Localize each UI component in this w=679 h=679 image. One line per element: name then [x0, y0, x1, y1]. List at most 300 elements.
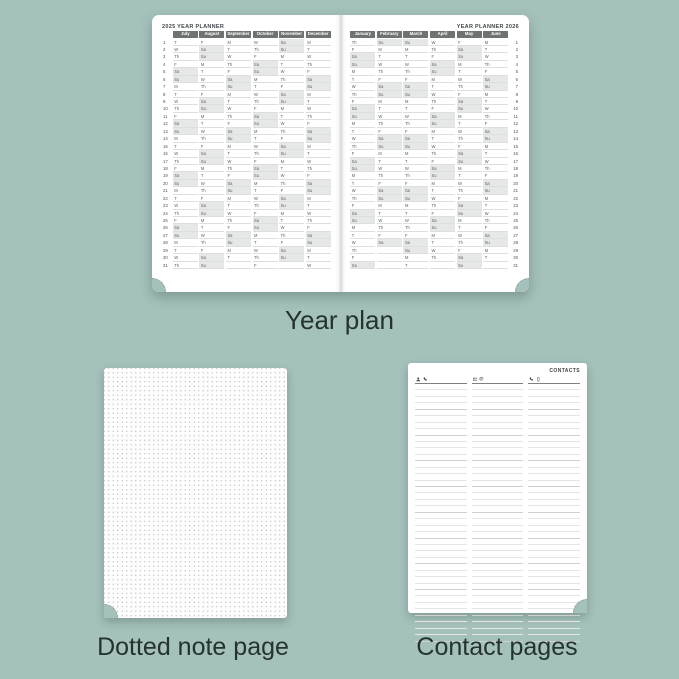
day-cell: W	[253, 39, 278, 46]
day-cell: M	[430, 180, 455, 187]
month-pill: October	[253, 31, 278, 38]
day-cell: W	[430, 247, 455, 254]
planner-row	[350, 202, 520, 209]
month-pill: November	[281, 31, 303, 36]
day-cell: W	[199, 232, 224, 239]
day-cell: Th	[377, 120, 402, 127]
day-cell: W	[199, 128, 224, 135]
day-cell: T	[306, 254, 331, 261]
month-pill: July	[173, 31, 198, 38]
day-cell: Sa	[430, 217, 455, 224]
day-cell: F	[253, 262, 278, 269]
day-cell: Sa	[483, 128, 508, 135]
day-cell: T	[350, 76, 375, 83]
caption-dotted-note-page: Dotted note page	[97, 633, 289, 661]
day-cell: Th	[350, 143, 375, 150]
day-cell: Th	[199, 135, 224, 142]
month-pill: February	[377, 31, 402, 38]
day-cell: W	[253, 195, 278, 202]
day-cell: W	[377, 113, 402, 120]
day-cell: Th	[306, 165, 331, 172]
planner-row	[350, 143, 520, 150]
planner-row	[350, 262, 520, 269]
day-cell: Su	[306, 83, 331, 90]
day-number: 20	[513, 180, 518, 186]
contacts-columns	[415, 376, 580, 642]
day-cell: W	[403, 165, 428, 172]
day-number: 8	[163, 91, 166, 97]
day-cell: F	[430, 53, 455, 60]
day-number: 7	[515, 84, 518, 90]
planner-row	[350, 83, 520, 90]
day-cell: Sa	[306, 128, 331, 135]
day-cell: Sa	[403, 83, 428, 90]
day-cell: Su	[350, 113, 375, 120]
day-number: 23	[513, 203, 518, 209]
day-cell: Th	[483, 217, 508, 224]
day-cell: M	[226, 247, 251, 254]
at-icon: @	[479, 376, 484, 382]
day-number: 27	[513, 232, 518, 238]
day-number: 13	[163, 128, 168, 134]
day-cell: F	[350, 202, 375, 209]
day-cell: Sa	[199, 46, 224, 53]
month-pill: December	[306, 31, 331, 38]
day-number: 31	[513, 262, 518, 268]
day-cell: T	[253, 83, 278, 90]
day-cell: T	[430, 83, 455, 90]
planner-row	[162, 39, 332, 46]
day-number: 10	[513, 106, 518, 112]
day-number: 2	[515, 46, 518, 52]
day-cell: W	[483, 105, 508, 112]
day-cell: M	[306, 247, 331, 254]
day-number: 13	[513, 128, 518, 134]
day-number: 1	[163, 39, 166, 45]
month-pill: September	[227, 31, 250, 36]
planner-row	[350, 210, 520, 217]
contacts-page	[408, 363, 587, 613]
day-cell: F	[279, 239, 304, 246]
planner-row	[350, 76, 520, 83]
day-number: 25	[163, 218, 168, 223]
day-number: 26	[163, 225, 168, 231]
day-cell: M	[279, 210, 304, 217]
planner-row	[162, 120, 332, 127]
day-number: 2	[163, 46, 166, 52]
day-cell: M	[350, 120, 375, 127]
day-cell: Su	[457, 53, 482, 60]
day-cell: M	[279, 158, 304, 165]
day-cell: F	[253, 158, 278, 165]
planner-row	[162, 254, 332, 261]
day-cell: T	[483, 254, 508, 261]
day-cell: F	[483, 68, 508, 75]
day-cell: Th	[377, 172, 402, 179]
planner-row	[350, 128, 520, 135]
day-cell: Sa	[173, 68, 198, 75]
day-cell: T	[173, 143, 198, 150]
day-cell: T	[457, 224, 482, 231]
day-number: 4	[163, 61, 166, 67]
planner-row	[162, 232, 332, 239]
day-cell: W	[173, 202, 198, 209]
day-cell: T	[199, 68, 224, 75]
day-number: 5	[163, 69, 166, 75]
planner-row	[162, 239, 332, 246]
day-number: 15	[163, 143, 168, 149]
day-cell: T	[226, 98, 251, 105]
day-cell: M	[226, 143, 251, 150]
day-number: 9	[163, 99, 166, 104]
day-number: 21	[513, 188, 518, 194]
month-pill: August	[199, 31, 224, 38]
day-cell: Th	[279, 76, 304, 83]
day-cell: F	[430, 210, 455, 217]
day-cell: Sa	[226, 232, 251, 239]
day-cell: Sa	[403, 135, 428, 142]
day-cell: F	[483, 172, 508, 179]
day-cell: Su	[226, 83, 251, 90]
day-cell: T	[279, 113, 304, 120]
day-cell: Th	[403, 68, 428, 75]
day-cell: W	[403, 217, 428, 224]
day-cell: F	[279, 83, 304, 90]
day-cell: F	[199, 195, 224, 202]
day-cell: Th	[226, 217, 251, 224]
day-cell: Th	[226, 165, 251, 172]
day-cell: W	[253, 91, 278, 98]
day-number: 26	[513, 225, 518, 231]
day-cell: W	[377, 165, 402, 172]
day-cell: Th	[253, 254, 278, 261]
contacts-column-header	[415, 376, 467, 384]
day-cell: T	[226, 202, 251, 209]
day-cell: Th	[279, 128, 304, 135]
day-cell: M	[226, 39, 251, 46]
day-cell: M	[457, 165, 482, 172]
day-cell	[377, 247, 402, 254]
day-cell: Su	[403, 39, 428, 46]
planner-row	[350, 232, 520, 239]
day-cell: T	[253, 187, 278, 194]
day-number: 17	[513, 158, 518, 164]
planner-row	[162, 210, 332, 217]
day-cell: Su	[403, 143, 428, 150]
day-cell: T	[350, 128, 375, 135]
day-cell: Sa	[199, 254, 224, 261]
contacts-title: CONTACTS	[549, 368, 580, 374]
day-cell: Th	[173, 210, 198, 217]
day-number: 25	[513, 218, 518, 223]
planner-row	[350, 217, 520, 224]
day-cell: F	[403, 76, 428, 83]
planner-row	[350, 46, 520, 53]
day-cell: F	[279, 135, 304, 142]
day-cell: M	[430, 232, 455, 239]
planner-month-header-row	[162, 31, 332, 38]
day-cell: M	[199, 165, 224, 172]
planner-row	[350, 158, 520, 165]
day-cell: T	[430, 135, 455, 142]
planner-row	[162, 172, 332, 179]
day-cell: Th	[306, 113, 331, 120]
day-cell: Th	[457, 83, 482, 90]
day-cell: T	[279, 61, 304, 68]
day-cell: F	[377, 76, 402, 83]
day-cell: F	[377, 128, 402, 135]
day-number: 19	[513, 173, 518, 179]
day-number: 10	[163, 106, 168, 112]
day-cell: W	[350, 135, 375, 142]
planner-row	[162, 113, 332, 120]
contacts-column-header	[472, 376, 524, 384]
day-cell: Su	[377, 91, 402, 98]
planner-row	[162, 135, 332, 142]
day-cell: Su	[173, 180, 198, 187]
planner-row	[350, 180, 520, 187]
dotted-note-page	[104, 368, 287, 618]
day-cell: W	[483, 53, 508, 60]
day-cell: T	[377, 53, 402, 60]
day-cell: Th	[403, 224, 428, 231]
day-cell: Sa	[377, 83, 402, 90]
day-cell: W	[226, 53, 251, 60]
day-cell: M	[430, 76, 455, 83]
day-cell: W	[279, 172, 304, 179]
day-cell: Th	[306, 61, 331, 68]
day-cell: T	[199, 224, 224, 231]
day-cell: M	[377, 46, 402, 53]
day-cell: Th	[457, 187, 482, 194]
day-cell: Su	[483, 239, 508, 246]
day-number: 3	[163, 54, 166, 60]
day-cell: Sa	[279, 247, 304, 254]
day-cell: W	[306, 53, 331, 60]
day-number: 18	[163, 165, 168, 171]
day-cell: F	[173, 113, 198, 120]
day-cell: Su	[253, 120, 278, 127]
day-cell: F	[483, 120, 508, 127]
day-cell: F	[173, 217, 198, 224]
day-number: 21	[163, 188, 168, 194]
planner-row	[350, 53, 520, 60]
day-cell: F	[377, 180, 402, 187]
planner-row	[162, 68, 332, 75]
day-cell: T	[306, 46, 331, 53]
day-number: 16	[163, 151, 168, 157]
day-cell: T	[377, 105, 402, 112]
day-number: 11	[163, 113, 168, 119]
day-cell: Th	[377, 68, 402, 75]
day-cell: T	[403, 210, 428, 217]
day-cell: Sa	[173, 224, 198, 231]
month-pill: May	[457, 31, 482, 38]
day-cell: Th	[199, 83, 224, 90]
day-cell: M	[403, 46, 428, 53]
day-cell: F	[253, 105, 278, 112]
day-cell: T	[173, 247, 198, 254]
day-cell: M	[173, 239, 198, 246]
day-cell: Th	[430, 98, 455, 105]
planner-row	[162, 46, 332, 53]
day-cell: Su	[279, 98, 304, 105]
day-cell: M	[457, 217, 482, 224]
day-cell: F	[306, 224, 331, 231]
caption-year-plan: Year plan	[285, 305, 394, 335]
day-number: 4	[515, 61, 518, 67]
month-pill: April	[430, 31, 455, 38]
day-cell: Sa	[199, 202, 224, 209]
planner-row	[350, 150, 520, 157]
day-cell: F	[226, 120, 251, 127]
planner-row	[350, 91, 520, 98]
day-number-column-spacer	[162, 31, 172, 38]
day-cell	[483, 262, 508, 269]
day-cell: Su	[430, 120, 455, 127]
day-cell: T	[350, 180, 375, 187]
person-icon	[416, 377, 421, 382]
day-cell: Su	[483, 83, 508, 90]
planner-row	[162, 195, 332, 202]
planner-row	[350, 105, 520, 112]
day-cell: W	[173, 254, 198, 261]
day-cell: Sa	[457, 46, 482, 53]
day-cell: Sa	[253, 113, 278, 120]
day-number: 30	[513, 255, 518, 261]
day-cell: Su	[430, 172, 455, 179]
day-cell: Su	[457, 262, 482, 269]
day-cell: Th	[483, 165, 508, 172]
day-cell: T	[457, 68, 482, 75]
day-cell: Su	[306, 135, 331, 142]
day-cell: W	[199, 76, 224, 83]
day-cell: F	[430, 158, 455, 165]
day-cell: F	[306, 68, 331, 75]
day-cell: M	[279, 53, 304, 60]
day-cell: M	[306, 39, 331, 46]
day-cell: M	[253, 76, 278, 83]
day-number: 16	[513, 151, 518, 157]
day-cell: Su	[279, 46, 304, 53]
day-cell: W	[306, 262, 331, 269]
day-cell: F	[253, 53, 278, 60]
caption-contact-pages: Contact pages	[416, 633, 578, 661]
planner-row	[162, 217, 332, 224]
day-cell: Sa	[350, 210, 375, 217]
day-cell: M	[226, 91, 251, 98]
day-cell: Su	[377, 195, 402, 202]
day-number: 3	[515, 54, 518, 60]
day-cell: Sa	[279, 143, 304, 150]
planner-row	[162, 53, 332, 60]
day-cell: Su	[403, 247, 428, 254]
day-cell: M	[306, 91, 331, 98]
day-cell: Sa	[279, 195, 304, 202]
day-cell: M	[483, 247, 508, 254]
day-cell: Sa	[226, 76, 251, 83]
planner-row	[162, 150, 332, 157]
day-cell: Su	[199, 53, 224, 60]
day-cell	[377, 254, 402, 261]
day-cell: Su	[457, 158, 482, 165]
planner-row	[350, 39, 520, 46]
day-cell: W	[226, 158, 251, 165]
day-cell: T	[483, 202, 508, 209]
planner-row	[162, 180, 332, 187]
day-cell: Sa	[306, 180, 331, 187]
day-cell: T	[173, 195, 198, 202]
day-cell: W	[377, 217, 402, 224]
day-cell: Sa	[199, 98, 224, 105]
day-number: 27	[163, 232, 168, 238]
day-cell: M	[306, 195, 331, 202]
phone-icon	[423, 377, 428, 382]
day-cell: Sa	[350, 158, 375, 165]
day-cell: Su	[253, 224, 278, 231]
day-cell: M	[253, 232, 278, 239]
day-cell: W	[430, 39, 455, 46]
day-cell: Th	[483, 113, 508, 120]
day-cell: M	[173, 83, 198, 90]
planner-left-title: 2025 YEAR PLANNER	[162, 24, 225, 30]
day-cell: W	[457, 232, 482, 239]
planner-row	[162, 61, 332, 68]
day-cell: Su	[430, 224, 455, 231]
day-cell: W	[350, 187, 375, 194]
day-cell: T	[403, 53, 428, 60]
day-cell: T	[306, 202, 331, 209]
day-cell: T	[483, 46, 508, 53]
day-cell: Sa	[457, 202, 482, 209]
planner-row	[162, 83, 332, 90]
day-cell: W	[403, 113, 428, 120]
day-cell: W	[226, 210, 251, 217]
day-cell: M	[377, 202, 402, 209]
day-cell: T	[350, 232, 375, 239]
day-cell: Th	[306, 217, 331, 224]
day-cell: M	[226, 195, 251, 202]
day-cell: Su	[430, 68, 455, 75]
day-cell: F	[403, 128, 428, 135]
day-cell: Th	[430, 46, 455, 53]
day-cell: W	[279, 120, 304, 127]
planner-right-title: YEAR PLANNER 2026	[456, 24, 519, 30]
day-cell: F	[253, 210, 278, 217]
day-cell: T	[457, 120, 482, 127]
day-cell: T	[483, 98, 508, 105]
planner-row	[162, 165, 332, 172]
planner-row	[350, 113, 520, 120]
month-pill: January	[350, 31, 375, 38]
day-cell: Sa	[377, 187, 402, 194]
day-cell: Su	[226, 239, 251, 246]
day-cell: M	[377, 150, 402, 157]
day-cell: M	[279, 105, 304, 112]
planner-row	[162, 224, 332, 231]
day-cell: Sa	[199, 150, 224, 157]
day-number: 1	[515, 39, 518, 45]
planner-row	[162, 247, 332, 254]
day-cell: Su	[173, 76, 198, 83]
day-cell: F	[430, 105, 455, 112]
planner-row	[350, 224, 520, 231]
day-cell: Sa	[279, 91, 304, 98]
planner-month-header-row	[350, 31, 520, 38]
planner-row	[162, 187, 332, 194]
day-cell: Su	[253, 172, 278, 179]
planner-row	[350, 61, 520, 68]
